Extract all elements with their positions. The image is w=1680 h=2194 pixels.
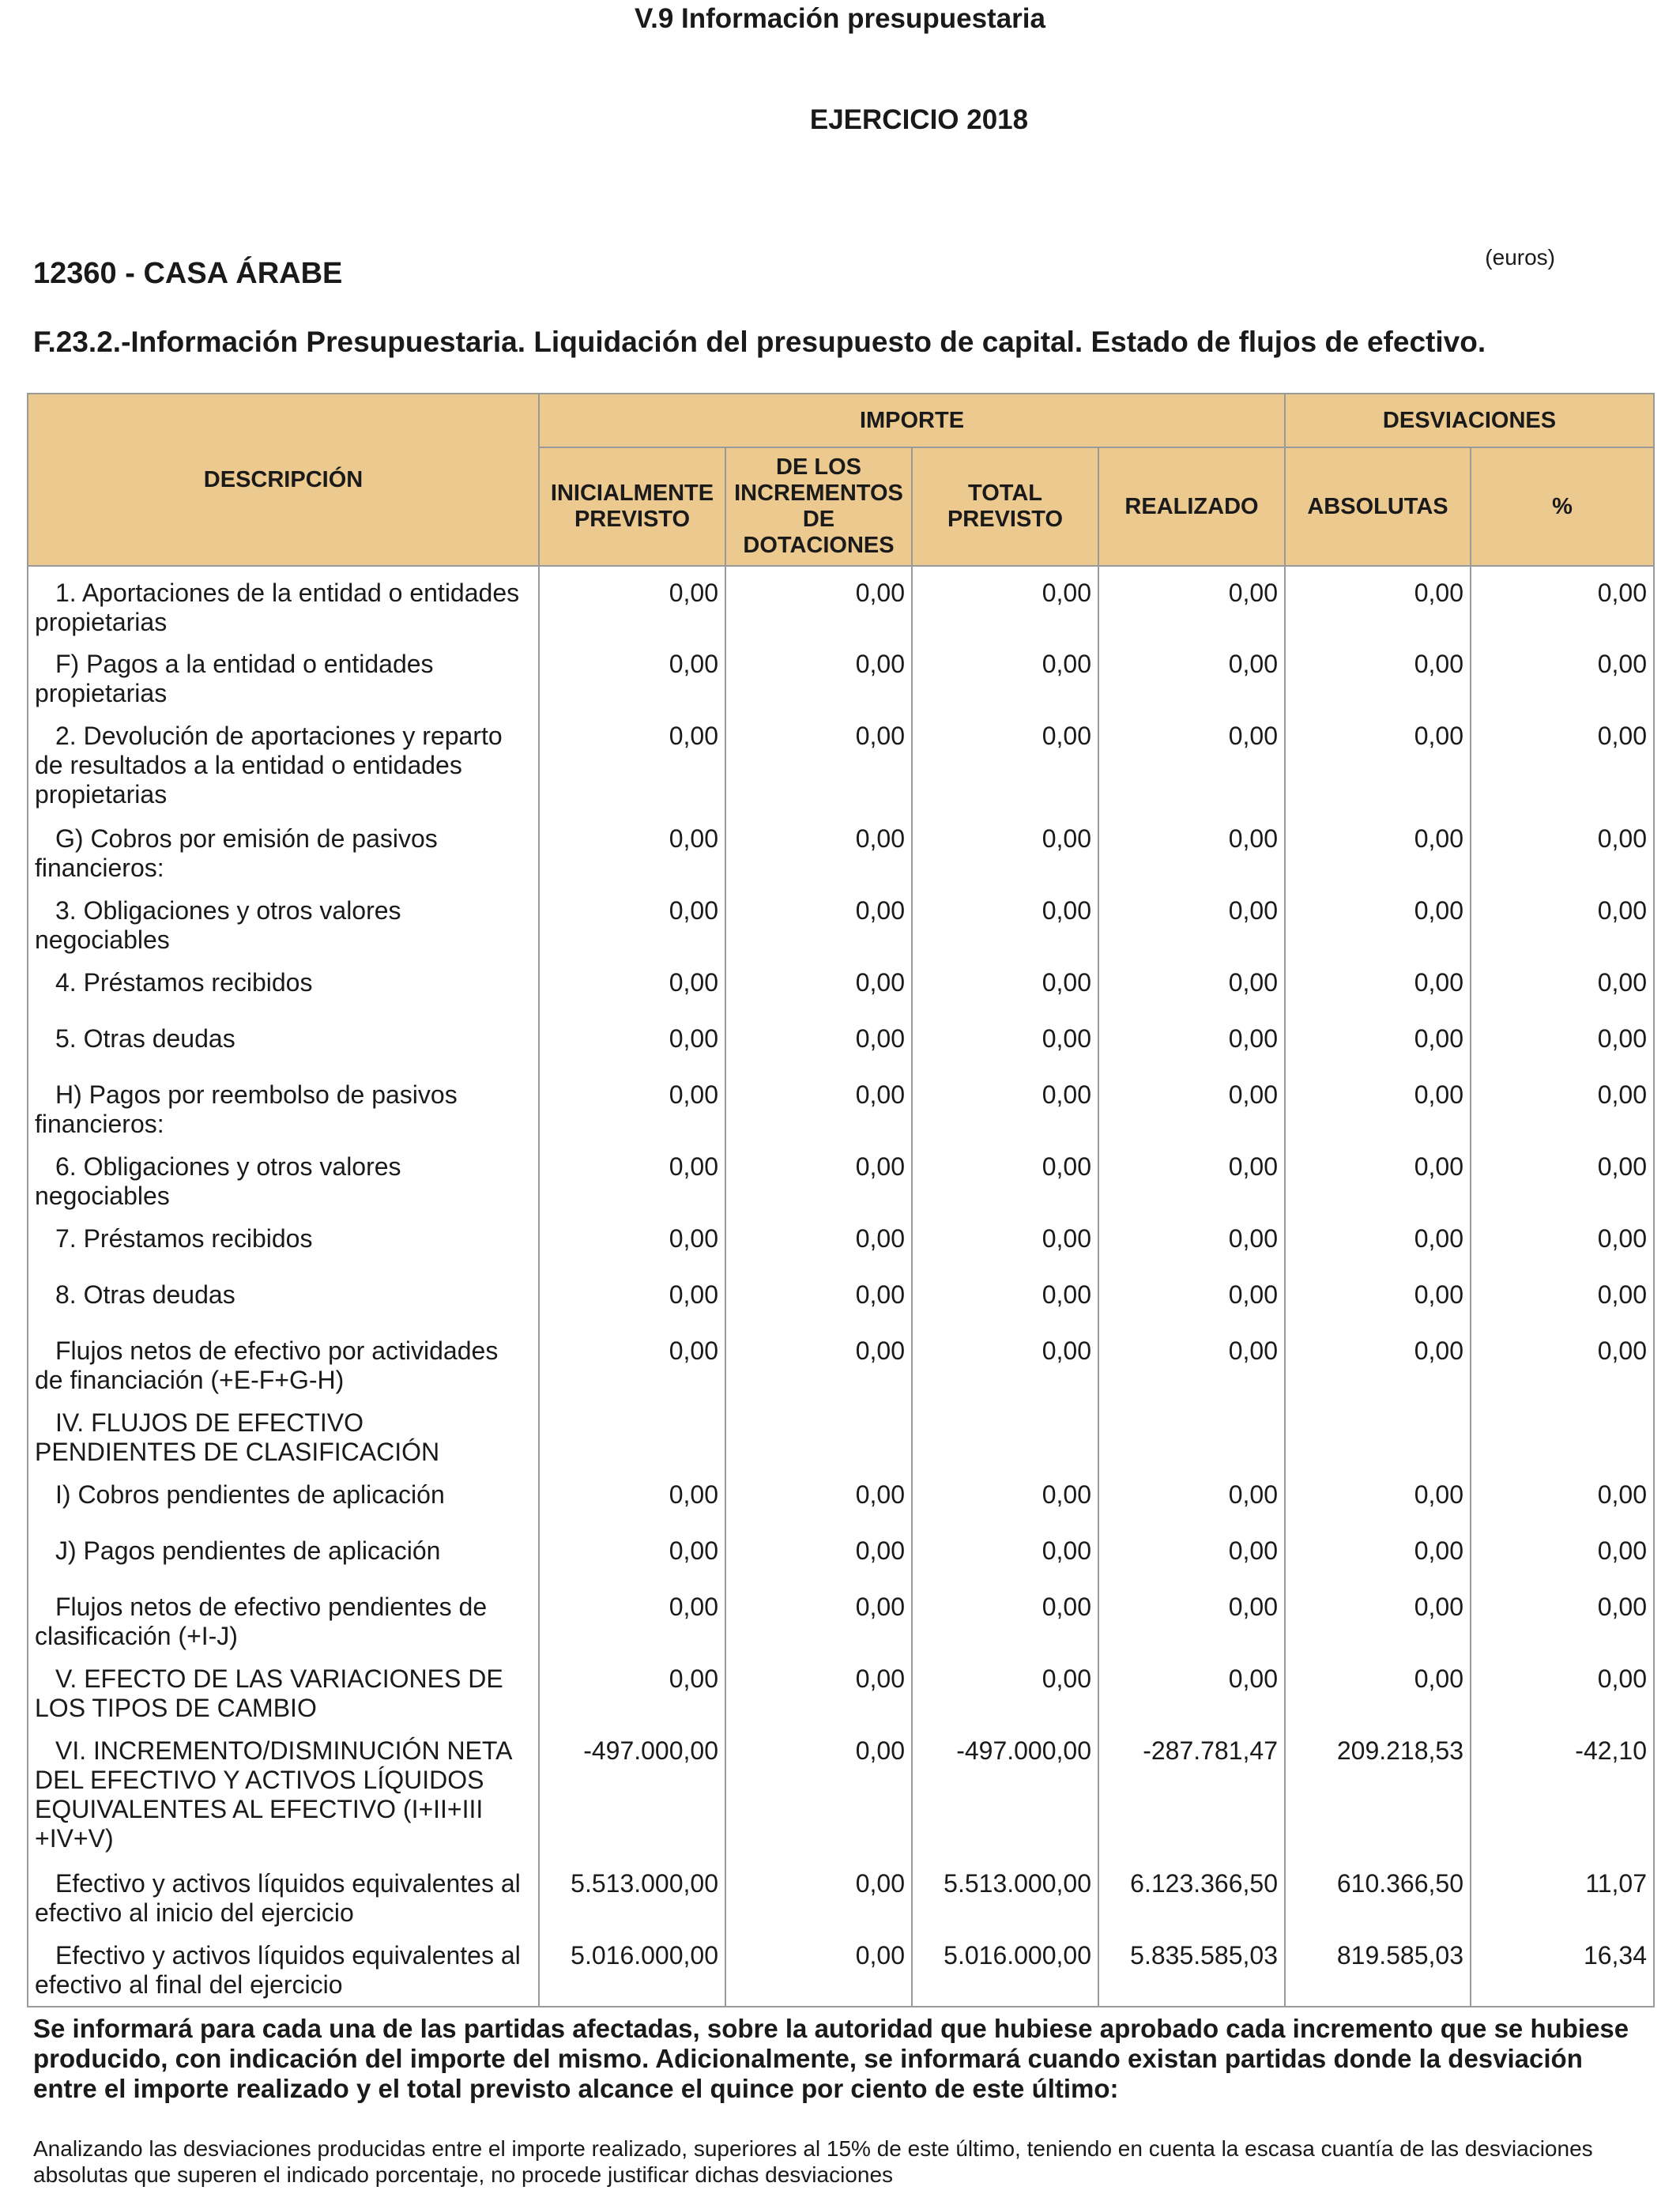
budget-table <box>27 393 1655 2007</box>
row-description-text: G) Cobros por emisión de pasivos financieros: <box>35 824 438 882</box>
cell-porcentaje: 0,00 <box>1471 1269 1654 1325</box>
cell-realizado: 0,00 <box>1098 1653 1285 1725</box>
row-description <box>28 1653 539 1725</box>
cell-absolutas: 0,00 <box>1285 710 1471 812</box>
row-description-text: 8. Otras deudas <box>55 1280 235 1309</box>
row-description <box>28 956 539 1012</box>
row-description <box>28 1069 539 1140</box>
row-description-text: 2. Devolución de aportaciones y reparto de resultados a la entidad o entidades propietarias <box>35 722 503 809</box>
cell-absolutas: 819.585,03 <box>1285 1929 1471 2007</box>
cell-inicialmente-previsto: 0,00 <box>539 1269 725 1325</box>
row-description-text: 6. Obligaciones y otros valores negociables <box>35 1152 401 1210</box>
cell-realizado: 0,00 <box>1098 812 1285 884</box>
row-description-text: IV. FLUJOS DE EFECTIVO PENDIENTES DE CLASIFICACIÓN <box>35 1408 440 1466</box>
row-description-text: F) Pagos a la entidad o entidades propietarias <box>35 650 434 707</box>
deviation-analysis: Analizando las desviaciones producidas entre el importe realizado, superiores al 15% de este último, teniendo en cuenta la escasa cuantía de las desviaciones absolutas que superen el indicado porcentaje, no procede justificar dichas desviaciones <box>33 2136 1593 2187</box>
cell-inicialmente-previsto: 5.016.000,00 <box>539 1929 725 2007</box>
cell-realizado: 0,00 <box>1098 638 1285 710</box>
cell-porcentaje: 0,00 <box>1471 956 1654 1012</box>
cell-porcentaje: 0,00 <box>1471 1581 1654 1653</box>
cell-realizado <box>1098 1397 1285 1468</box>
cell-total-previsto <box>912 1397 1098 1468</box>
cell-incrementos: 0,00 <box>725 1325 912 1397</box>
header-total-previsto: TOTAL PREVISTO <box>912 447 1098 566</box>
cell-inicialmente-previsto: 0,00 <box>539 1468 725 1525</box>
cell-porcentaje: 0,00 <box>1471 884 1654 956</box>
exercise-title: EJERCICIO 2018 <box>809 104 1029 135</box>
cell-realizado: 0,00 <box>1098 710 1285 812</box>
row-description <box>28 1857 539 1929</box>
cell-porcentaje: 0,00 <box>1471 812 1654 884</box>
cell-incrementos: 0,00 <box>725 1581 912 1653</box>
row-description <box>28 566 539 638</box>
cell-incrementos: 0,00 <box>725 710 912 812</box>
cell-total-previsto: 5.016.000,00 <box>912 1929 1098 2007</box>
cell-total-previsto: 0,00 <box>912 1581 1098 1653</box>
cell-realizado: 0,00 <box>1098 1140 1285 1212</box>
cell-porcentaje: 0,00 <box>1471 1069 1654 1140</box>
cell-total-previsto: 0,00 <box>912 566 1098 638</box>
cell-incrementos: 0,00 <box>725 1653 912 1725</box>
cell-porcentaje: 0,00 <box>1471 1012 1654 1069</box>
cell-realizado: 0,00 <box>1098 1468 1285 1525</box>
table-row <box>28 1857 1654 1929</box>
cell-total-previsto: 0,00 <box>912 1325 1098 1397</box>
row-description <box>28 884 539 956</box>
cell-absolutas: 0,00 <box>1285 1468 1471 1525</box>
row-description <box>28 1140 539 1212</box>
table-row <box>28 1581 1654 1653</box>
row-description-text: Flujos netos de efectivo por actividades de financiación (+E-F+G-H) <box>35 1336 499 1394</box>
header-absolutas: ABSOLUTAS <box>1285 447 1471 566</box>
header-realizado: REALIZADO <box>1098 447 1285 566</box>
report-subtitle: F.23.2.-Información Presupuestaria. Liquidación del presupuesto de capital. Estado de flujos de efectivo. <box>33 326 1486 358</box>
cell-incrementos: 0,00 <box>725 566 912 638</box>
cell-porcentaje: 0,00 <box>1471 710 1654 812</box>
row-description <box>28 1325 539 1397</box>
cell-total-previsto: 0,00 <box>912 956 1098 1012</box>
cell-inicialmente-previsto: 5.513.000,00 <box>539 1857 725 1929</box>
row-description <box>28 1525 539 1581</box>
row-description-text: 4. Préstamos recibidos <box>55 968 313 997</box>
header-inicialmente-previsto: INICIALMENTE PREVISTO <box>539 447 725 566</box>
cell-total-previsto: 0,00 <box>912 1653 1098 1725</box>
row-description <box>28 1929 539 2007</box>
table-row <box>28 812 1654 884</box>
cell-porcentaje <box>1471 1397 1654 1468</box>
table-row <box>28 1653 1654 1725</box>
cell-incrementos <box>725 1397 912 1468</box>
cell-inicialmente-previsto: 0,00 <box>539 812 725 884</box>
cell-absolutas: 0,00 <box>1285 1069 1471 1140</box>
table-row <box>28 566 1654 638</box>
row-description <box>28 1397 539 1468</box>
row-description <box>28 1212 539 1269</box>
cell-total-previsto: 0,00 <box>912 1212 1098 1269</box>
cell-inicialmente-previsto <box>539 1397 725 1468</box>
row-description-text: 1. Aportaciones de la entidad o entidades propietarias <box>35 579 520 636</box>
row-description-text: 3. Obligaciones y otros valores negociables <box>35 896 401 954</box>
cell-realizado: 0,00 <box>1098 956 1285 1012</box>
row-description-text: VI. INCREMENTO/DISMINUCIÓN NETA DEL EFECTIVO Y ACTIVOS LÍQUIDOS EQUIVALENTES AL EFECTIVO (I+II+III +IV+V) <box>35 1736 511 1853</box>
table-row <box>28 884 1654 956</box>
row-description-text: I) Cobros pendientes de aplicación <box>55 1480 445 1509</box>
table-row <box>28 638 1654 710</box>
cell-inicialmente-previsto: 0,00 <box>539 1212 725 1269</box>
cell-inicialmente-previsto: 0,00 <box>539 638 725 710</box>
cell-incrementos: 0,00 <box>725 884 912 956</box>
row-description-text: 5. Otras deudas <box>55 1024 235 1053</box>
cell-absolutas: 610.366,50 <box>1285 1857 1471 1929</box>
cell-realizado: 0,00 <box>1098 566 1285 638</box>
cell-total-previsto: 0,00 <box>912 1269 1098 1325</box>
cell-inicialmente-previsto: 0,00 <box>539 710 725 812</box>
cell-total-previsto: 0,00 <box>912 1468 1098 1525</box>
cell-inicialmente-previsto: 0,00 <box>539 1069 725 1140</box>
currency-note: (euros) <box>1485 245 1555 270</box>
cell-absolutas: 0,00 <box>1285 1269 1471 1325</box>
cell-absolutas: 0,00 <box>1285 1012 1471 1069</box>
cell-incrementos: 0,00 <box>725 956 912 1012</box>
cell-absolutas: 0,00 <box>1285 1325 1471 1397</box>
cell-porcentaje: 0,00 <box>1471 1140 1654 1212</box>
cell-incrementos: 0,00 <box>725 1012 912 1069</box>
cell-realizado: 0,00 <box>1098 1012 1285 1069</box>
row-description-text: Efectivo y activos líquidos equivalentes al efectivo al inicio del ejercicio <box>35 1869 521 1927</box>
cell-absolutas: 0,00 <box>1285 956 1471 1012</box>
cell-porcentaje: -42,10 <box>1471 1725 1654 1857</box>
cell-realizado: 0,00 <box>1098 1269 1285 1325</box>
cell-total-previsto: 0,00 <box>912 1012 1098 1069</box>
cell-total-previsto: 0,00 <box>912 812 1098 884</box>
cell-inicialmente-previsto: 0,00 <box>539 956 725 1012</box>
cell-incrementos: 0,00 <box>725 1140 912 1212</box>
row-description-text: Efectivo y activos líquidos equivalentes al efectivo al final del ejercicio <box>35 1941 521 1999</box>
row-description <box>28 1012 539 1069</box>
cell-total-previsto: 0,00 <box>912 1069 1098 1140</box>
cell-absolutas: 209.218,53 <box>1285 1725 1471 1857</box>
cell-inicialmente-previsto: 0,00 <box>539 566 725 638</box>
cell-absolutas: 0,00 <box>1285 1140 1471 1212</box>
cell-inicialmente-previsto: 0,00 <box>539 884 725 956</box>
table-row <box>28 1069 1654 1140</box>
table-row <box>28 1012 1654 1069</box>
table-row <box>28 1929 1654 2007</box>
cell-porcentaje: 11,07 <box>1471 1857 1654 1929</box>
cell-inicialmente-previsto: 0,00 <box>539 1325 725 1397</box>
cell-total-previsto: 0,00 <box>912 710 1098 812</box>
row-description-text: Flujos netos de efectivo pendientes de clasificación (+I-J) <box>35 1593 488 1650</box>
cell-absolutas: 0,00 <box>1285 1653 1471 1725</box>
cell-total-previsto: 0,00 <box>912 1525 1098 1581</box>
cell-inicialmente-previsto: 0,00 <box>539 1525 725 1581</box>
cell-realizado: 0,00 <box>1098 884 1285 956</box>
row-description <box>28 812 539 884</box>
row-description-text: 7. Préstamos recibidos <box>55 1224 313 1253</box>
cell-total-previsto: 5.513.000,00 <box>912 1857 1098 1929</box>
table-row <box>28 1269 1654 1325</box>
table-row <box>28 1140 1654 1212</box>
cell-incrementos: 0,00 <box>725 638 912 710</box>
row-description-text: H) Pagos por reembolso de pasivos financieros: <box>35 1080 458 1138</box>
entity-name: 12360 - CASA ÁRABE <box>33 257 343 290</box>
cell-absolutas: 0,00 <box>1285 1581 1471 1653</box>
cell-absolutas: 0,00 <box>1285 1212 1471 1269</box>
cell-total-previsto: -497.000,00 <box>912 1725 1098 1857</box>
cell-absolutas: 0,00 <box>1285 638 1471 710</box>
cell-inicialmente-previsto: 0,00 <box>539 1140 725 1212</box>
header-importe: IMPORTE <box>539 394 1285 447</box>
cell-realizado: 0,00 <box>1098 1525 1285 1581</box>
cell-porcentaje: 0,00 <box>1471 1468 1654 1525</box>
row-description <box>28 1581 539 1653</box>
cell-inicialmente-previsto: -497.000,00 <box>539 1725 725 1857</box>
table-row <box>28 1725 1654 1857</box>
cell-absolutas: 0,00 <box>1285 812 1471 884</box>
cell-incrementos: 0,00 <box>725 1468 912 1525</box>
cell-total-previsto: 0,00 <box>912 638 1098 710</box>
cell-total-previsto: 0,00 <box>912 884 1098 956</box>
cell-porcentaje: 0,00 <box>1471 638 1654 710</box>
header-incrementos: DE LOS INCREMENTOS DE DOTACIONES <box>725 447 912 566</box>
header-porcentaje: % <box>1471 447 1654 566</box>
cell-realizado: 0,00 <box>1098 1069 1285 1140</box>
row-description <box>28 638 539 710</box>
cell-total-previsto: 0,00 <box>912 1140 1098 1212</box>
header-descripcion: DESCRIPCIÓN <box>28 394 539 566</box>
cell-incrementos: 0,00 <box>725 1725 912 1857</box>
cell-incrementos: 0,00 <box>725 812 912 884</box>
cell-incrementos: 0,00 <box>725 1929 912 2007</box>
cell-incrementos: 0,00 <box>725 1857 912 1929</box>
cell-realizado: -287.781,47 <box>1098 1725 1285 1857</box>
cell-incrementos: 0,00 <box>725 1212 912 1269</box>
cell-absolutas: 0,00 <box>1285 1525 1471 1581</box>
cell-inicialmente-previsto: 0,00 <box>539 1653 725 1725</box>
table-row <box>28 710 1654 812</box>
section-title: V.9 Información presupuestaria <box>635 3 1045 34</box>
table-row <box>28 1397 1654 1468</box>
row-description-text: V. EFECTO DE LAS VARIACIONES DE LOS TIPOS DE CAMBIO <box>35 1664 503 1722</box>
justification-note: Se informará para cada una de las partidas afectadas, sobre la autoridad que hubiese aprobado cada incremento que se hubiese producido, con indicación del importe del mismo. Adicionalmente, se informará cuando existan partidas donde la desviación entre el importe realizado y el total previsto alcance el quince por ciento de este último: <box>33 2014 1629 2103</box>
cell-incrementos: 0,00 <box>725 1525 912 1581</box>
cell-realizado: 0,00 <box>1098 1325 1285 1397</box>
cell-realizado: 6.123.366,50 <box>1098 1857 1285 1929</box>
table-row <box>28 1212 1654 1269</box>
cell-realizado: 0,00 <box>1098 1212 1285 1269</box>
row-description-text: J) Pagos pendientes de aplicación <box>55 1536 441 1565</box>
cell-porcentaje: 16,34 <box>1471 1929 1654 2007</box>
cell-porcentaje: 0,00 <box>1471 566 1654 638</box>
cell-realizado: 5.835.585,03 <box>1098 1929 1285 2007</box>
cell-porcentaje: 0,00 <box>1471 1212 1654 1269</box>
cell-absolutas: 0,00 <box>1285 884 1471 956</box>
table-row <box>28 956 1654 1012</box>
row-description <box>28 1468 539 1525</box>
row-description <box>28 1269 539 1325</box>
cell-inicialmente-previsto: 0,00 <box>539 1581 725 1653</box>
cell-incrementos: 0,00 <box>725 1269 912 1325</box>
table-row <box>28 1325 1654 1397</box>
cell-inicialmente-previsto: 0,00 <box>539 1012 725 1069</box>
cell-porcentaje: 0,00 <box>1471 1325 1654 1397</box>
cell-porcentaje: 0,00 <box>1471 1525 1654 1581</box>
row-description <box>28 1725 539 1857</box>
cell-porcentaje: 0,00 <box>1471 1653 1654 1725</box>
row-description <box>28 710 539 812</box>
cell-absolutas <box>1285 1397 1471 1468</box>
table-row <box>28 1468 1654 1525</box>
cell-realizado: 0,00 <box>1098 1581 1285 1653</box>
cell-absolutas: 0,00 <box>1285 566 1471 638</box>
cell-incrementos: 0,00 <box>725 1069 912 1140</box>
header-desviaciones: DESVIACIONES <box>1285 394 1654 447</box>
table-row <box>28 1525 1654 1581</box>
